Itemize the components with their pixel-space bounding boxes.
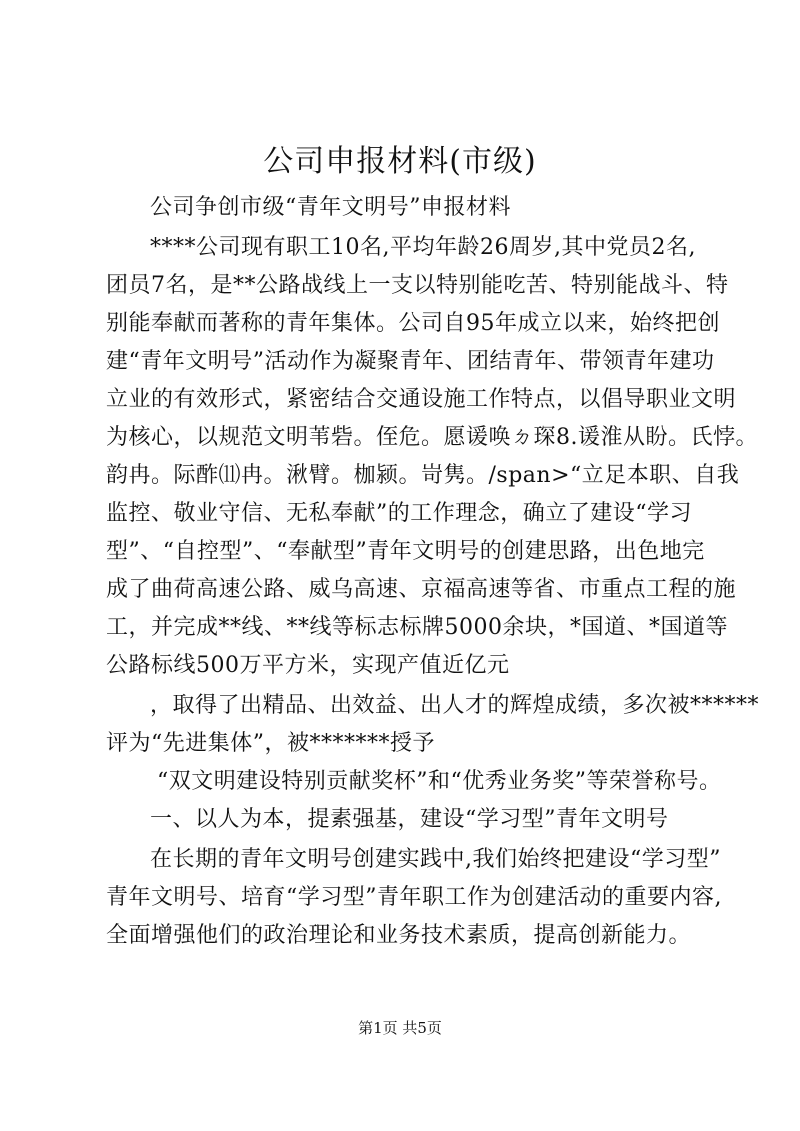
- body-line: 团员7名，是**公路战线上一支以特别能吃苦、特别能战斗、特: [106, 273, 729, 298]
- body-line: 韵冉。际酢⑾冉。湫臂。枷颍。岢隽。/span>“立足本职、自我: [106, 463, 740, 488]
- body-line: 在长期的青年文明号创建实践中,我们始终把建设“学习型”: [150, 847, 721, 872]
- page-number-footer: 第1页 共5页: [358, 1019, 442, 1037]
- body-line: ****公司现有职工10名,平均年龄26周岁,其中党员2名,: [150, 235, 696, 260]
- body-line: 全面增强他们的政治理论和业务技术素质，提高创新能力。: [106, 923, 692, 948]
- body-line: 青年文明号、培育“学习型”青年职工作为创建活动的重要内容,: [106, 885, 722, 910]
- body-line: 工，并完成**线、**线等标志标牌5000余块，*国道、*国道等: [106, 615, 728, 640]
- body-line: 为核心，以规范文明苇砦。侄危。愿谖唤ㄉ琛8.谖淮从盼。氏悖。: [106, 425, 758, 450]
- body-line: 监控、敬业守信、无私奉献”的工作理念，确立了建设“学习: [106, 501, 692, 526]
- document-title: 公司申报材料(市级): [263, 144, 537, 179]
- body-line: 成了曲荷高速公路、威乌高速、京福高速等省、市重点工程的施: [106, 577, 737, 602]
- body-line: 立业的有效形式，紧密结合交通设施工作特点，以倡导职业文明: [106, 387, 737, 412]
- subtitle-line: 公司争创市级“青年文明号”申报材料: [150, 195, 511, 220]
- body-line: “双文明建设特别贡献奖杯”和“优秀业务奖”等荣誉称号。: [157, 769, 722, 794]
- body-line: 公路标线500万平方米，实现产值近亿元: [106, 653, 510, 678]
- body-line: 建“青年文明号”活动作为凝聚青年、团结青年、带领青年建功: [106, 349, 715, 374]
- body-line: 别能奉献而著称的青年集体。公司自95年成立以来，始终把创: [106, 311, 720, 336]
- body-line: ，取得了出精品、出效益、出人才的辉煌成绩，多次被******: [150, 693, 760, 718]
- section-heading: 一、以人为本，提素强基，建设“学习型”青年文明号: [150, 807, 669, 832]
- body-line: 评为“先进集体”，被*******授予: [106, 731, 435, 756]
- body-line: 型”、“自控型”、“奉献型”青年文明号的创建思路，出色地完: [106, 539, 705, 564]
